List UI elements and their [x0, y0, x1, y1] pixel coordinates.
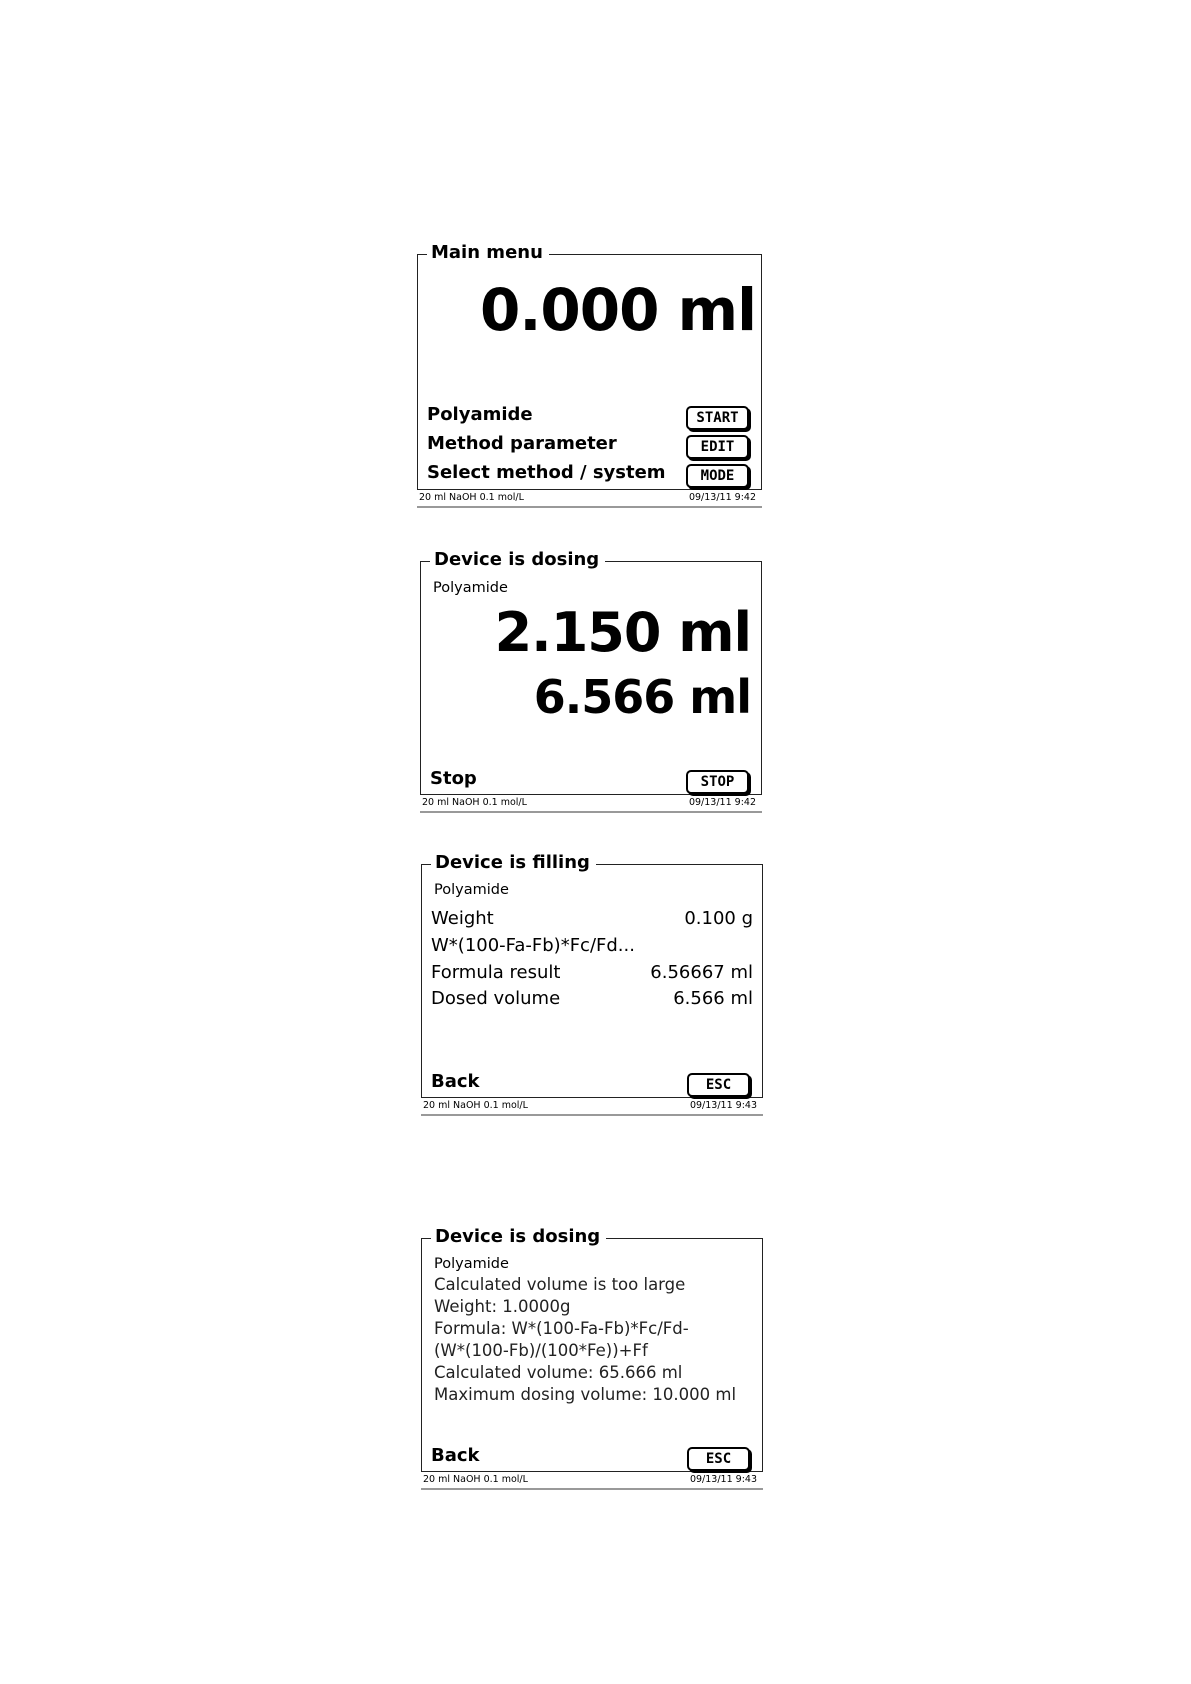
start-button[interactable]: START	[686, 406, 749, 430]
select-method-label: Select method / system	[427, 462, 666, 483]
dosed-volume-row	[431, 988, 753, 1010]
screen-title: Device is dosing	[431, 1226, 606, 1248]
volume-display: 0.000 ml	[480, 276, 756, 344]
screen-title: Main menu	[427, 242, 549, 264]
status-footer	[417, 492, 762, 508]
filling-screen	[421, 852, 763, 1114]
mode-button[interactable]: MODE	[686, 464, 749, 488]
dosed-volume-label: Dosed volume	[431, 988, 561, 1009]
formula-result-value: 6.56667 ml	[650, 962, 753, 983]
screen-title: Device is dosing	[430, 549, 605, 571]
formula-row	[431, 935, 753, 957]
weight-line: Weight: 1.0000g	[434, 1297, 571, 1316]
timestamp: 09/13/11 9:42	[688, 797, 756, 808]
status-footer	[420, 797, 762, 813]
screen-title: Device is filling	[431, 852, 596, 874]
reagent-label: 20 ml NaOH 0.1 mol/L	[423, 1100, 528, 1111]
total-volume-display: 6.566 ml	[533, 670, 751, 724]
esc-button[interactable]: ESC	[687, 1073, 750, 1097]
stop-button[interactable]: STOP	[686, 770, 749, 794]
weight-row	[431, 908, 753, 930]
status-footer	[421, 1474, 763, 1490]
status-footer	[421, 1100, 763, 1116]
method-subtitle: Polyamide	[433, 580, 508, 596]
dosing-screen	[420, 549, 762, 811]
timestamp: 09/13/11 9:43	[689, 1474, 757, 1485]
formula-continuation-line: (W*(100-Fb)/(100*Fe))+Ff	[434, 1341, 648, 1360]
formula-result-row	[431, 962, 753, 984]
reagent-label: 20 ml NaOH 0.1 mol/L	[423, 1474, 528, 1485]
weight-label: Weight	[431, 908, 494, 929]
method-name-label: Polyamide	[427, 404, 533, 425]
stop-label: Stop	[430, 768, 477, 789]
error-message-line: Calculated volume is too large	[434, 1275, 686, 1294]
reagent-label: 20 ml NaOH 0.1 mol/L	[419, 492, 524, 503]
filling-frame	[421, 852, 763, 1098]
method-subtitle: Polyamide	[434, 882, 509, 898]
dosing-error-frame	[421, 1226, 763, 1472]
method-parameter-label: Method parameter	[427, 433, 617, 454]
dosing-error-screen	[421, 1226, 763, 1488]
back-label: Back	[431, 1445, 480, 1466]
reagent-label: 20 ml NaOH 0.1 mol/L	[422, 797, 527, 808]
back-label: Back	[431, 1071, 480, 1092]
main-menu-frame	[417, 242, 762, 490]
dosed-volume-display: 2.150 ml	[494, 601, 751, 664]
weight-value: 0.100 g	[684, 908, 753, 929]
timestamp: 09/13/11 9:42	[688, 492, 756, 503]
formula-line: Formula: W*(100-Fa-Fb)*Fc/Fd-	[434, 1319, 689, 1338]
dosing-frame	[420, 549, 762, 795]
dosed-volume-value: 6.566 ml	[673, 988, 753, 1009]
edit-button[interactable]: EDIT	[686, 435, 749, 459]
formula-label: W*(100-Fa-Fb)*Fc/Fd...	[431, 935, 635, 956]
method-subtitle: Polyamide	[434, 1256, 509, 1272]
timestamp: 09/13/11 9:43	[689, 1100, 757, 1111]
max-dosing-volume-line: Maximum dosing volume: 10.000 ml	[434, 1385, 737, 1404]
esc-button[interactable]: ESC	[687, 1447, 750, 1471]
calculated-volume-line: Calculated volume: 65.666 ml	[434, 1363, 683, 1382]
formula-result-label: Formula result	[431, 962, 561, 983]
main-menu-screen	[417, 242, 762, 506]
